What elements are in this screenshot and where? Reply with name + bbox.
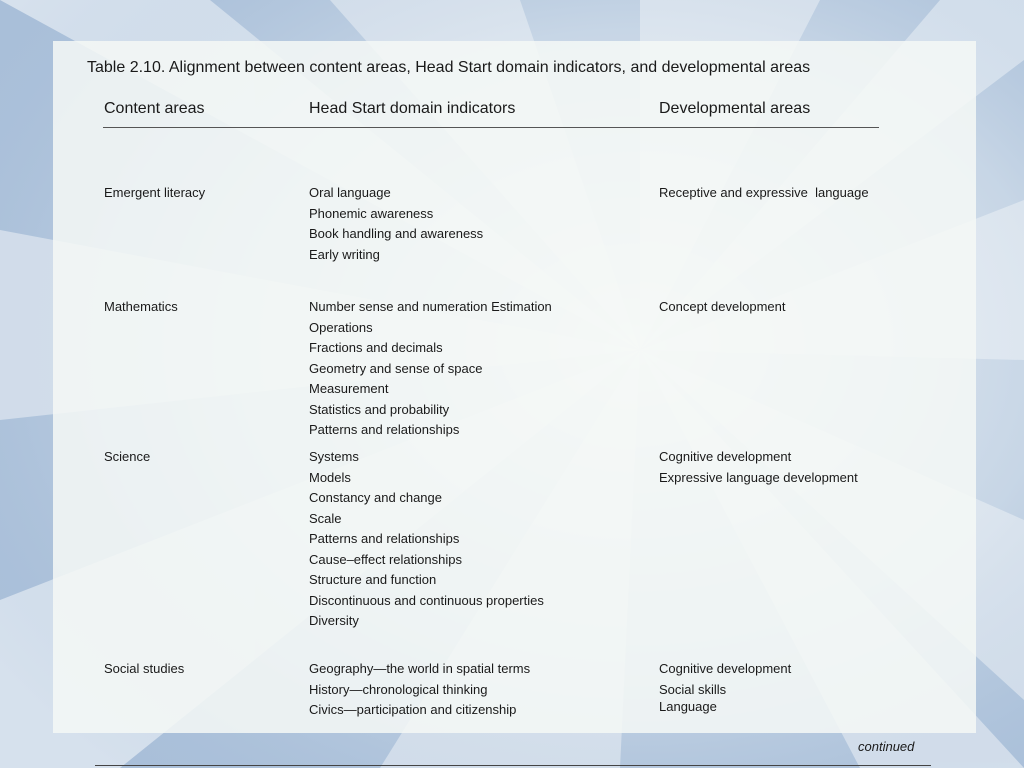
developmental-cell — [659, 447, 858, 488]
developmental-cell — [659, 297, 785, 318]
indicator-item: Phonemic awareness — [309, 205, 434, 221]
content-area-cell: Social studies — [104, 661, 185, 676]
indicator-item: Measurement — [309, 381, 389, 396]
indicator-item: Book handling and awareness — [309, 226, 484, 241]
table-title: Table 2.10. Alignment between content areas, Head Start domain indicators, and developmental areas — [87, 59, 811, 76]
indicator-item: Discontinuous and continuous properties — [309, 592, 544, 608]
indicators-cell — [309, 183, 483, 265]
bottom-divider — [95, 765, 931, 766]
indicator-item: Oral language — [309, 185, 391, 200]
column-header-content-areas: Content areas — [104, 100, 205, 117]
indicator-item: Structure and function — [309, 572, 437, 587]
developmental-item: Receptive and expressive language — [659, 185, 869, 200]
indicators-cell — [309, 447, 544, 632]
column-header-developmental-areas: Developmental areas — [659, 100, 811, 117]
indicator-item: Patterns and relationships — [309, 531, 460, 546]
indicator-item: Scale — [309, 510, 342, 526]
developmental-item: Concept development — [659, 299, 786, 314]
indicator-item: Fractions and decimals — [309, 340, 443, 355]
continued-note: continued — [858, 739, 915, 754]
indicator-item: Diversity — [309, 613, 359, 628]
indicator-item: Geography—the world in spatial terms — [309, 661, 531, 676]
indicators-cell — [309, 659, 530, 721]
indicators-cell — [309, 297, 552, 441]
developmental-item: Cognitive development — [659, 449, 792, 464]
indicator-item: Statistics and probability — [309, 401, 450, 417]
indicator-item: Patterns and relationships — [309, 422, 460, 437]
developmental-cell — [659, 183, 869, 204]
indicator-item: Civics—participation and citizenship — [309, 702, 517, 717]
content-area-cell: Mathematics — [104, 299, 178, 314]
indicator-item: Constancy and change — [309, 490, 442, 505]
indicator-item: History—chronological thinking — [309, 681, 488, 697]
indicator-item: Number sense and numeration Estimation — [309, 299, 552, 314]
indicator-item: Geometry and sense of space — [309, 360, 483, 376]
developmental-item: Expressive language development — [659, 469, 858, 485]
developmental-item: Cognitive development — [659, 661, 792, 676]
indicator-item: Models — [309, 469, 351, 485]
indicator-item: Cause–effect relationships — [309, 551, 462, 567]
indicator-item: Systems — [309, 449, 359, 464]
column-header-head-start-indicators: Head Start domain indicators — [309, 100, 516, 117]
developmental-item: Social skills — [659, 681, 727, 697]
developmental-cell — [659, 659, 791, 714]
indicator-item: Operations — [309, 319, 373, 335]
header-divider — [103, 127, 879, 128]
developmental-item: Language — [659, 699, 717, 714]
indicator-item: Early writing — [309, 246, 380, 262]
content-area-cell: Science — [104, 449, 151, 464]
content-area-cell: Emergent literacy — [104, 185, 206, 200]
